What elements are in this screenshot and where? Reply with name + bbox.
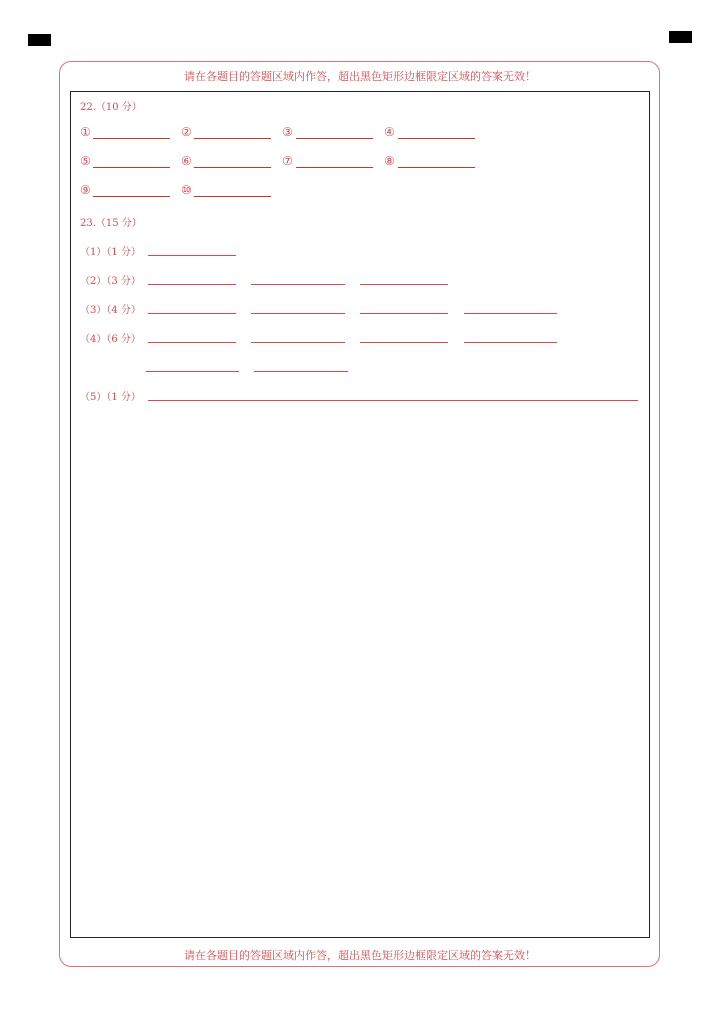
q22-item-4-blank[interactable]	[398, 138, 475, 139]
q22-item-1-blank[interactable]	[93, 138, 170, 139]
footer-warning: 请在各题目的答题区域内作答，超出黑色矩形边框限定区域的答案无效！	[184, 949, 536, 962]
q23-part-1-label: （1）（1 分）	[80, 247, 141, 258]
q22-item-7-label: ⑦	[282, 154, 293, 168]
q23-part-4-blank-6[interactable]	[254, 371, 348, 372]
q23-part-2-label: （2）（3 分）	[80, 276, 141, 287]
answer-box	[70, 91, 650, 938]
q23-part-3-blank-3[interactable]	[360, 313, 448, 314]
q22-item-9-label: ⑨	[80, 183, 91, 197]
q22-item-7-blank[interactable]	[296, 167, 373, 168]
q22-item-5-blank[interactable]	[93, 167, 170, 168]
q23-part-4-blank-4[interactable]	[464, 342, 557, 343]
q22-item-10-blank[interactable]	[194, 196, 271, 197]
q23-part-4-blank-1[interactable]	[148, 342, 236, 343]
alignment-marker-left	[28, 34, 51, 46]
q22-item-2-label: ②	[181, 125, 192, 139]
q22-item-9-blank[interactable]	[93, 196, 170, 197]
q23-part-3-blank-1[interactable]	[148, 313, 236, 314]
q22-item-8-label: ⑧	[384, 154, 395, 168]
q23-part-2-blank-1[interactable]	[148, 284, 236, 285]
q23-part-5-label: （5）（1 分）	[80, 392, 141, 403]
q23-part-4-blank-3[interactable]	[360, 342, 448, 343]
q22-item-3-label: ③	[282, 125, 293, 139]
q22-item-10-label: ⑩	[181, 183, 192, 197]
q23-part-2-blank-3[interactable]	[360, 284, 448, 285]
q23-part-2-blank-2[interactable]	[251, 284, 345, 285]
q22-item-6-blank[interactable]	[194, 167, 271, 168]
q22-item-6-label: ⑥	[181, 154, 192, 168]
q22-item-8-blank[interactable]	[398, 167, 475, 168]
q23-part-1-blank-1[interactable]	[148, 255, 236, 256]
q23-title: 23.（15 分）	[80, 218, 142, 229]
q23-part-3-blank-2[interactable]	[251, 313, 345, 314]
q22-item-4-label: ④	[384, 125, 395, 139]
alignment-marker-right	[669, 31, 692, 43]
header-warning: 请在各题目的答题区域内作答，超出黑色矩形边框限定区域的答案无效！	[184, 70, 536, 83]
q22-item-3-blank[interactable]	[296, 138, 373, 139]
q23-part-3-blank-4[interactable]	[464, 313, 557, 314]
q22-item-2-blank[interactable]	[194, 138, 271, 139]
q23-part-4-blank-5[interactable]	[146, 371, 239, 372]
q23-part-4-blank-2[interactable]	[251, 342, 345, 343]
q22-item-5-label: ⑤	[80, 154, 91, 168]
q22-title: 22.（10 分）	[80, 102, 142, 113]
q22-item-1-label: ①	[80, 125, 91, 139]
q23-part-3-label: （3）（4 分）	[80, 305, 141, 316]
q23-part-4-label: （4）（6 分）	[80, 334, 141, 345]
q23-part-5-blank-1[interactable]	[148, 400, 638, 401]
